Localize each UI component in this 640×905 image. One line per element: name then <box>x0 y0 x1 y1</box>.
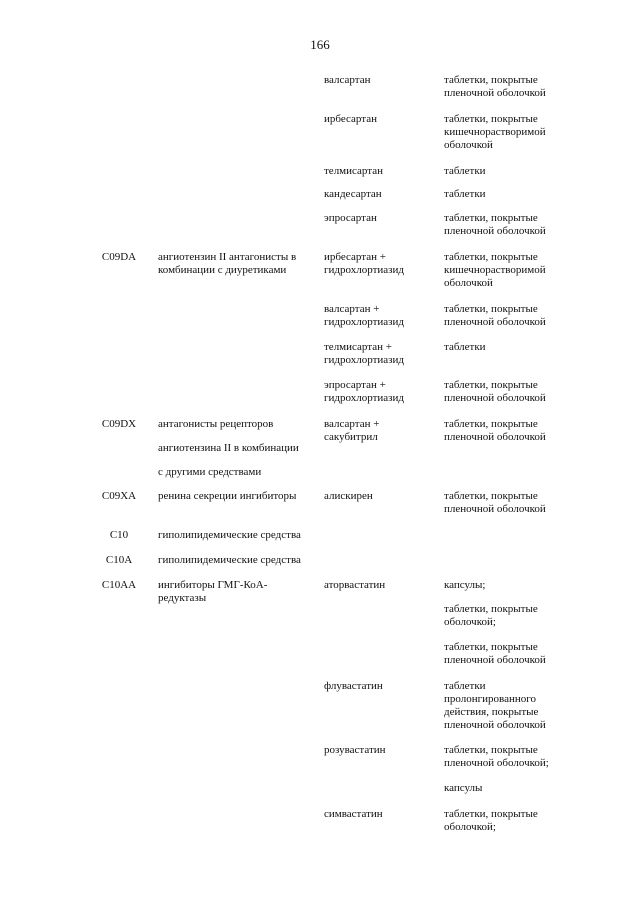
drug-name-cell: эпросартан <box>324 212 377 224</box>
drug-name-cell: алискирен <box>324 490 373 502</box>
atc-name-cell: гиполипидемические средства <box>158 554 301 566</box>
atc-name-cell: антагонисты рецепторов <box>158 418 274 430</box>
drug-name-cell: симвастатин <box>324 808 383 820</box>
dosage-form-cell: таблетки, покрытые пленочной оболочкой <box>444 379 546 404</box>
drug-name-cell: ирбесартан + гидрохлортиазид <box>324 251 404 276</box>
atc-code-cell: C10 <box>109 529 129 541</box>
drug-name-cell: флувастатин <box>324 680 383 692</box>
drug-name-cell: ирбесартан <box>324 113 377 125</box>
atc-name-cell: ангиотензин II антагонисты в комбинации с диуретиками <box>158 251 297 276</box>
atc-code-cell: C10AA <box>101 579 137 591</box>
dosage-form-cell: таблетки <box>444 165 486 177</box>
drug-name-cell: аторвастатин <box>324 579 386 591</box>
atc-code-cell: C09DA <box>101 251 137 263</box>
dosage-form-cell: таблетки, покрытые пленочной оболочкой <box>444 303 546 328</box>
drug-name-cell: кандесартан <box>324 188 382 200</box>
drug-name-cell: эпросартан + гидрохлортиазид <box>324 379 404 404</box>
dosage-form-cell: таблетки, покрытые пленочной оболочкой; <box>444 744 549 769</box>
dosage-form-cell: таблетки, покрытые пленочной оболочкой <box>444 212 546 237</box>
drug-name-cell: валсартан <box>324 74 371 86</box>
dosage-form-cell: таблетки, покрытые пленочной оболочкой <box>444 418 546 443</box>
dosage-form-cell: таблетки, покрытые пленочной оболочкой <box>444 490 546 515</box>
dosage-form-cell: таблетки пролонгированного действия, покрытые пленочной оболочкой <box>444 680 546 731</box>
atc-code-cell: C09DX <box>101 418 137 430</box>
drug-name-cell: валсартан + гидрохлортиазид <box>324 303 404 328</box>
atc-code-cell: C10A <box>105 554 133 566</box>
page-number: 166 <box>310 37 330 52</box>
atc-name-cell: гиполипидемические средства <box>158 529 301 541</box>
drug-name-cell: валсартан + сакубитрил <box>324 418 380 443</box>
dosage-form-cell: таблетки <box>444 341 486 353</box>
atc-code-cell: C09XA <box>101 490 137 502</box>
drug-name-cell: телмисартан <box>324 165 383 177</box>
atc-name-cell: с другими средствами <box>158 466 262 478</box>
dosage-form-cell: таблетки, покрытые оболочкой; <box>444 603 538 628</box>
dosage-form-cell: таблетки, покрытые кишечнорастворимой оболочкой <box>444 113 546 151</box>
dosage-form-cell: таблетки, покрытые оболочкой; <box>444 808 538 833</box>
dosage-form-cell: таблетки <box>444 188 486 200</box>
dosage-form-cell: таблетки, покрытые пленочной оболочкой <box>444 74 546 99</box>
dosage-form-cell: капсулы; <box>444 579 486 591</box>
drug-name-cell: телмисартан + гидрохлортиазид <box>324 341 404 366</box>
dosage-form-cell: капсулы <box>444 782 483 794</box>
drug-name-cell: розувастатин <box>324 744 386 756</box>
dosage-form-cell: таблетки, покрытые кишечнорастворимой оболочкой <box>444 251 546 289</box>
atc-name-cell: ингибиторы ГМГ-КоА- редуктазы <box>158 579 268 604</box>
atc-name-cell: ренина секреции ингибиторы <box>158 490 297 502</box>
dosage-form-cell: таблетки, покрытые пленочной оболочкой <box>444 641 546 666</box>
atc-name-cell: ангиотензина II в комбинации <box>158 442 299 454</box>
